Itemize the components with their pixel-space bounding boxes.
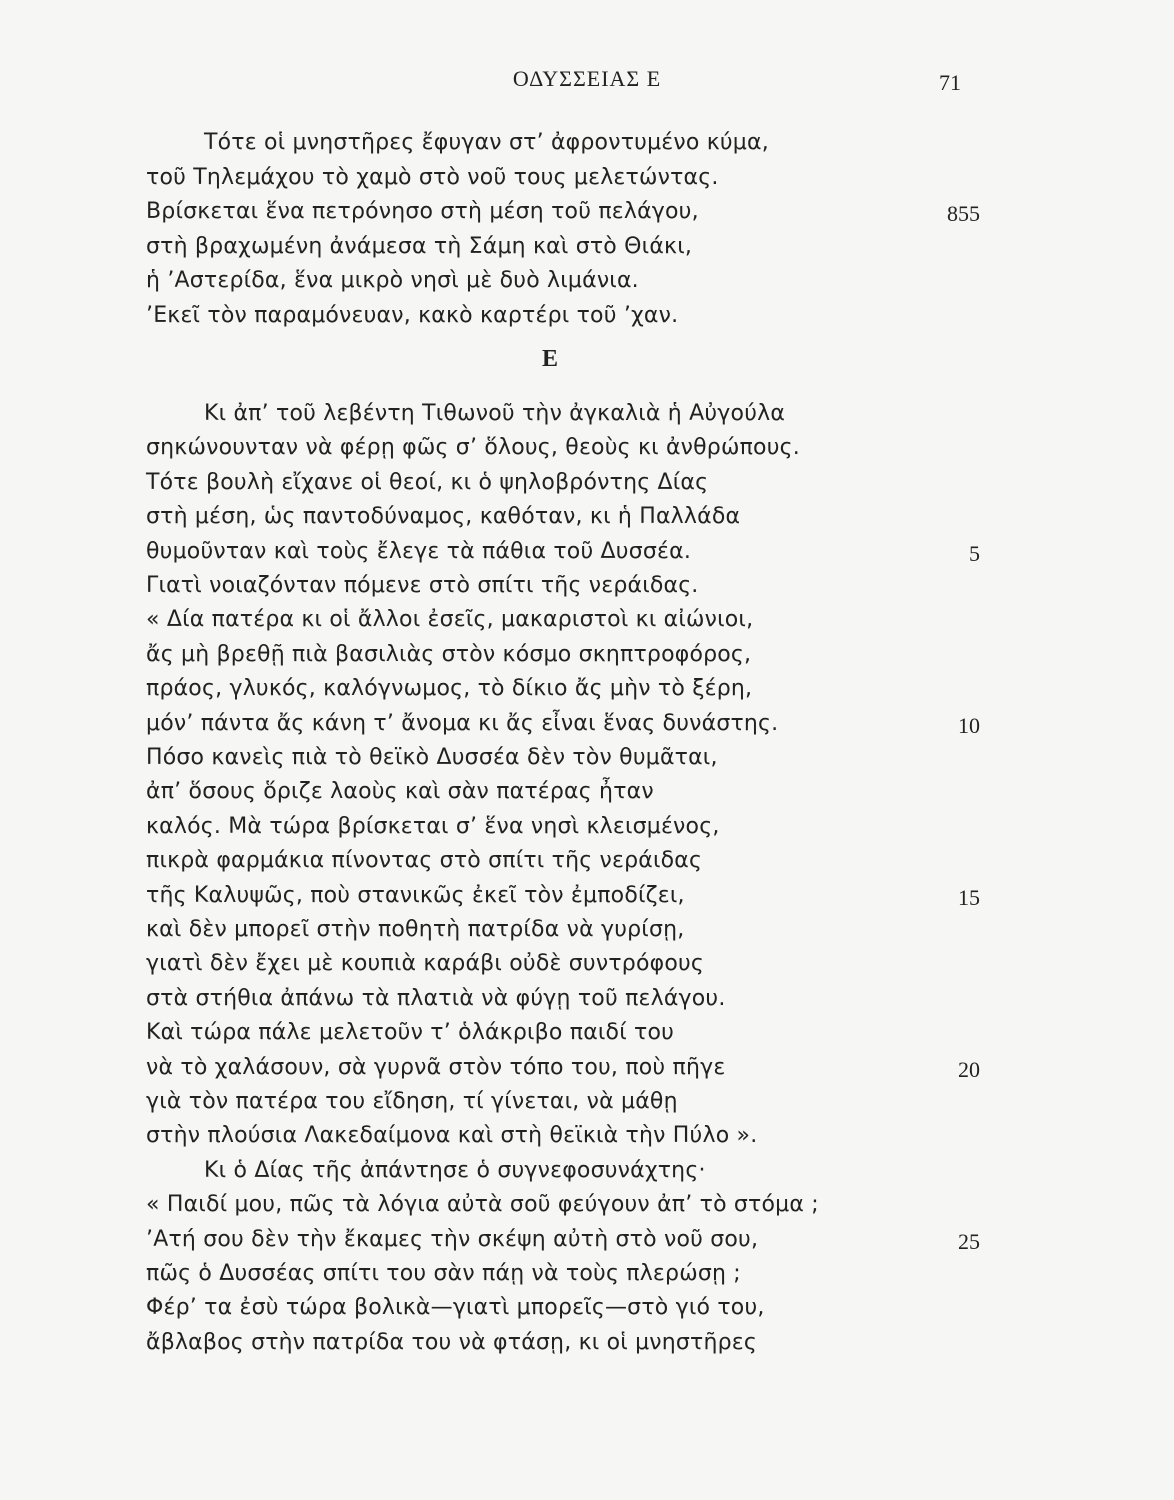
verse-line: Φέρ’ τα ἐσὺ τώρα βολικὰ—γιατὶ μπορεῖς—στὸ γιό του,: [146, 1295, 765, 1321]
line-number: 15: [958, 884, 980, 910]
verse-line: « Δία πατέρα κι οἱ ἄλλοι ἐσεῖς, μακαριστοὶ κι αἰώνιοι,: [146, 607, 754, 633]
verse-line: στὴ μέση, ὡς παντοδύναμος, καθόταν, κι ἡ Παλλάδα: [146, 504, 741, 530]
verse-line: Τότε οἱ μνηστῆρες ἔφυγαν στ’ ἀφροντυμένο κύμα,: [204, 130, 769, 155]
verse-line: στὰ στήθια ἀπάνω τὰ πλατιὰ νὰ φύγῃ τοῦ πελάγου.: [146, 985, 726, 1011]
verse-line: γιατὶ δὲν ἔχει μὲ κουπιὰ καράβι οὐδὲ συντρόφους: [146, 951, 705, 977]
verse-line: Γιατὶ νοιαζόνταν πόμενε στὸ σπίτι τῆς νεράιδας.: [146, 573, 699, 598]
verse-line: σηκώνουνταν νὰ φέρῃ φῶς σ’ ὅλους, θεοὺς κι ἀνθρώπους.: [146, 435, 800, 461]
verse-line: Καὶ τώρα πάλε μελετοῦν τ’ ὁλάκριβο παιδί του: [146, 1020, 675, 1046]
verse-line: μόν’ πάντα ἄς κάνη τ’ ἄνομα κι ἄς εἶναι ἕνας δυνάστης.: [146, 710, 779, 736]
verse-line: τοῦ Τηλεμάχου τὸ χαμὸ στὸ νοῦ τους μελετώντας.: [146, 164, 719, 190]
verse-line: στὴ βραχωμένη ἀνάμεσα τὴ Σάμη καὶ στὸ Θιάκι,: [146, 233, 693, 259]
page-number: 71: [939, 70, 961, 95]
verse-line: γιὰ τὸν πατέρα του εἴδηση, τί γίνεται, νὰ μάθῃ: [146, 1089, 678, 1114]
verse-line: Κι ὁ Δίας τῆς ἀπάντησε ὁ συγνεφοσυνάχτης·: [204, 1157, 706, 1183]
verse-line: Τότε βουλὴ εἴχανε οἱ θεοί, κι ὁ ψηλοβρόντης Δίας: [146, 469, 709, 495]
verse-line: καὶ δὲν μπορεῖ στὴν ποθητὴ πατρίδα νὰ γυρίσῃ,: [146, 917, 685, 942]
verse-line: ἀπ’ ὅσους ὅριζε λαοὺς καὶ σὰν πατέρας ἦταν: [146, 779, 654, 805]
line-number: 5: [969, 540, 980, 566]
verse-line: ’Ατή σου δὲν τὴν ἔκαμες τὴν σκέψη αὐτὴ στὸ νοῦ σου,: [146, 1226, 759, 1252]
verse-line: ἡ ’Αστερίδα, ἕνα μικρὸ νησὶ μὲ δυὸ λιμάνια.: [146, 268, 639, 294]
verse-line: « Παιδί μου, πῶς τὰ λόγια αὐτὰ σοῦ φεύγουν ἀπ’ τὸ στόμα ;: [146, 1192, 819, 1218]
verse-line: καλός. Μὰ τώρα βρίσκεται σ’ ἕνα νησὶ κλεισμένος,: [146, 813, 720, 839]
verse-line: πῶς ὁ Δυσσέας σπίτι του σὰν πάῃ νὰ τοὺς πλερώσῃ ;: [146, 1261, 741, 1286]
line-number: 20: [958, 1056, 980, 1082]
verse-line: νὰ τὸ χαλάσουν, σὰ γυρνᾶ στὸν τόπο του, ποὺ πῆγε: [146, 1054, 726, 1080]
running-header-title: ΟΔΥΣΣΕΙΑΣ Ε: [512, 66, 662, 91]
verse-line: Κι ἀπ’ τοῦ λεβέντη Τιθωνοῦ τὴν ἀγκαλιὰ ἡ Αὐγούλα: [204, 401, 786, 426]
verse-line: στὴν πλούσια Λακεδαίμονα καὶ στὴ θεϊκιὰ τὴν Πύλο ».: [146, 1123, 758, 1149]
verse-line: Πόσο κανεὶς πιὰ τὸ θεϊκὸ Δυσσέα δὲν τὸν θυμᾶται,: [146, 745, 718, 770]
verse-line: ἄβλαβος στὴν πατρίδα του νὰ φτάσῃ, κι οἱ μνηστῆρες: [146, 1329, 758, 1355]
verse-line: πράος, γλυκός, καλόγνωμος, τὸ δίκιο ἄς μὴν τὸ ξέρη,: [146, 676, 753, 702]
line-number: 855: [947, 201, 980, 227]
line-number: 10: [958, 712, 980, 738]
verse-line: πικρὰ φαρμάκια πίνοντας στὸ σπίτι τῆς νεράιδας: [146, 848, 703, 874]
section-heading: Ε: [541, 346, 558, 372]
verse-line: τῆς Καλυψῶς, ποὺ στανικῶς ἐκεῖ τὸν ἐμποδίζει,: [146, 882, 685, 908]
verse-line: Βρίσκεται ἕνα πετρόνησο στὴ μέση τοῦ πελάγου,: [146, 199, 699, 225]
verse-line: ’Εκεῖ τὸν παραμόνευαν, κακὸ καρτέρι τοῦ ’χαν.: [146, 303, 679, 328]
line-number: 25: [958, 1228, 980, 1254]
verse-line: θυμοῦνταν καὶ τοὺς ἔλεγε τὰ πάθια τοῦ Δυσσέα.: [146, 538, 692, 564]
verse-line: ἄς μὴ βρεθῇ πιὰ βασιλιὰς στὸν κόσμο σκηπτροφόρος,: [146, 641, 752, 667]
